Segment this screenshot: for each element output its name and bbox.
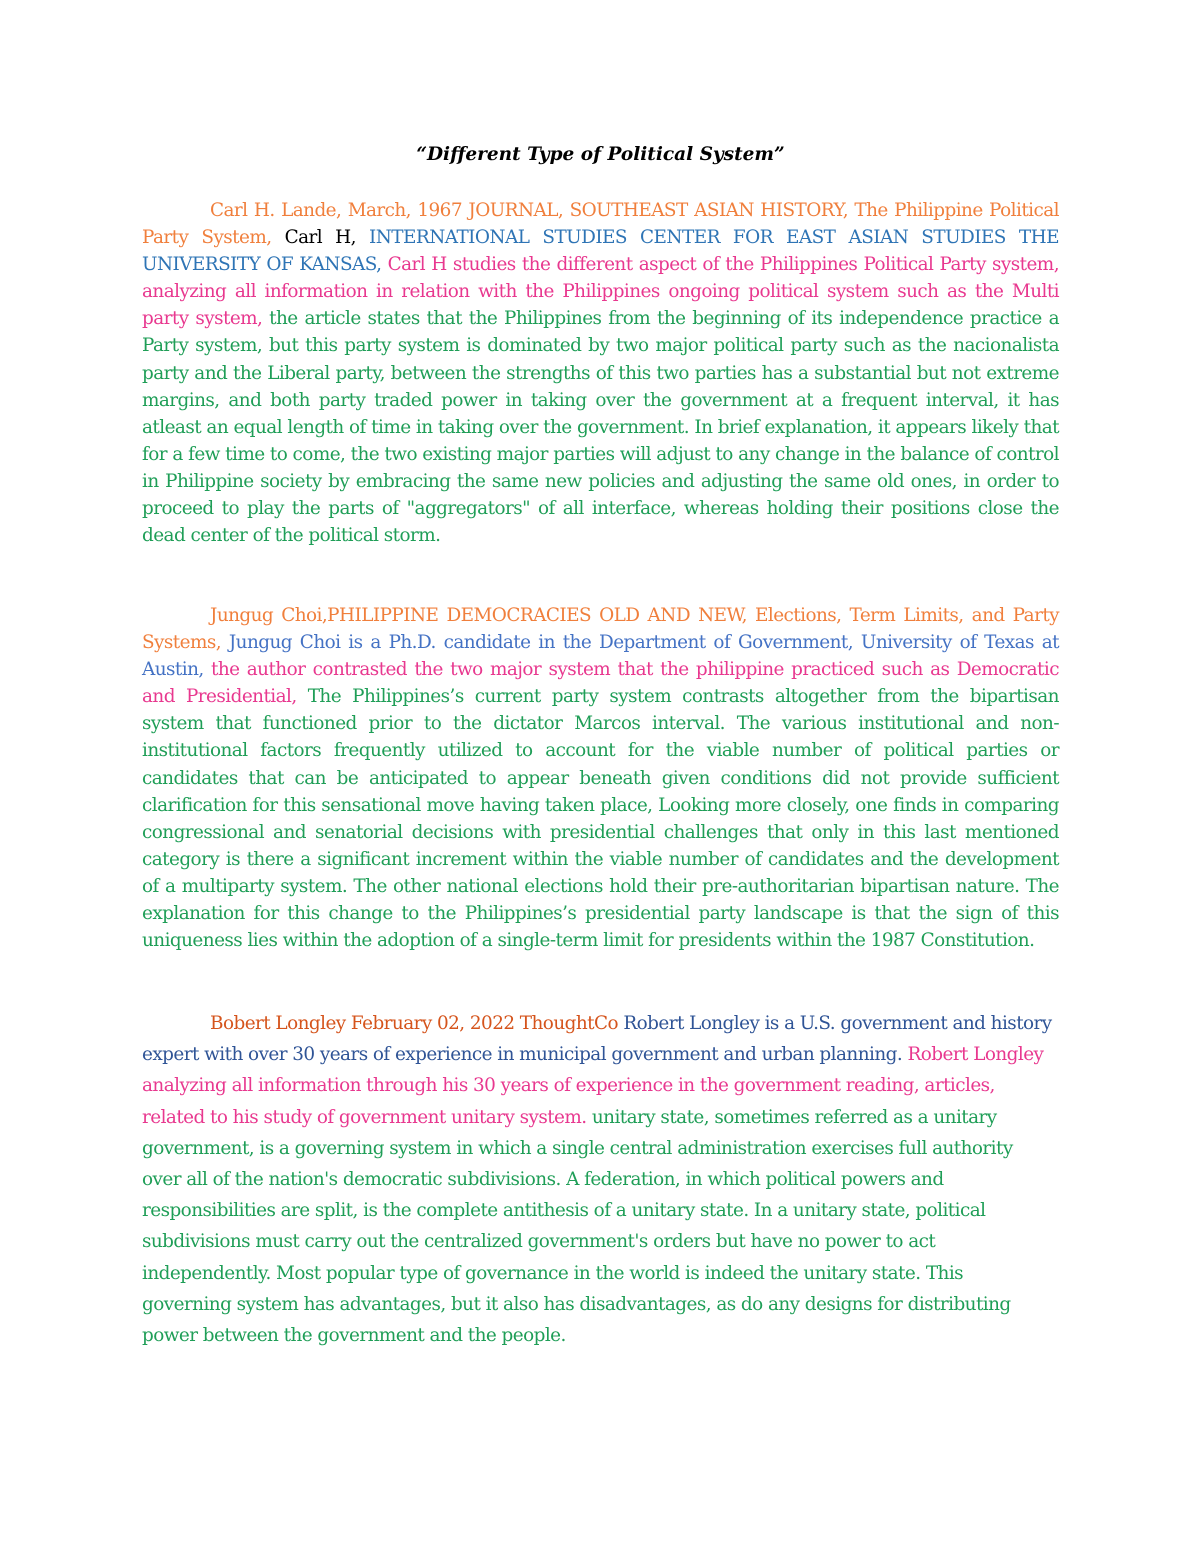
citation-source: Bobert Longley February 02, 2022 ThoughtCo (210, 1013, 624, 1034)
paragraph-longley (142, 1008, 1054, 1351)
author-affiliation: INTERNATIONAL STUDIES CENTER FOR EAST ASIAN STUDIES THE UNIVERSITY OF KANSAS, (142, 227, 1059, 276)
page-title: “Different Type of Political System” (416, 144, 785, 165)
document-page (142, 0, 1059, 1553)
article-summary: The Philippines’s current party system contrasts altogether from the bipartisan system that functioned prior to the dictator Marcos interval. The various institutional and non-institutional factors frequently utilized to account for the viable number of political parties or candidates that can be anticipated to appear beneath given conditions did not provide sufficient clarification for this sensational move having taken place, Looking more closely, one finds in comparing congressional and senatorial decisions with presidential challenges that only in this last mentioned category is there a significant increment within the viable number of candidates and the development of a multiparty system. The other national elections hold their pre-authoritarian bipartisan nature. The explanation for this change to the Philippines’s presidential party landscape is that the sign of this uniqueness lies within the adoption of a single-term limit for presidents within the 1987 Constitution. (142, 686, 1059, 952)
article-summary: unitary state, sometimes referred as a unitary government, is a governing system in which a single central administration exercises full authority over all of the nation's democratic subdivisions. A federation, in which political powers and responsibilities are split, is the complete antithesis of a unitary state. In a unitary state, political subdivisions must carry out the centralized government's orders but have no power to act independently. Most popular type of governance in the world is indeed the unitary state. This governing system has advantages, but it also has disadvantages, as do any designs for distributing power between the government and the people. (142, 1106, 1013, 1347)
author-name: Carl H, (284, 227, 370, 249)
author-method: the author contrasted the two major system that the philippine practiced such as Democratic and Presidential, (142, 659, 1059, 708)
article-summary: the article states that the Philippines from the beginning of its independence practice a Party system, but this party system is dominated by two major political party such as the nacionalista party and the Liberal party, between the strengths of this two parties has a substantial but not extreme margins, and both party traded power in taking over the government at a frequent interval, it has atleast an equal length of time in taking over the government. In brief explanation, it appears likely that for a few time to come, the two existing major parties will adjust to any change in the balance of control in Philippine society by embracing the same new policies and adjusting the same old ones, in order to proceed to play the parts of "aggregators" of all interface, whereas holding their positions close the dead center of the political storm. (142, 308, 1059, 547)
author-method: Robert Longley analyzing all information through his 30 years of experience in the government reading, articles, related to his study of government unitary system. (142, 1044, 1044, 1128)
paragraph-choi (142, 602, 1059, 954)
citation-source: Carl H. Lande, March, 1967 JOURNAL, SOUTHEAST ASIAN HISTORY, The Philippine Political Party System, (142, 200, 1059, 249)
author-affiliation: Robert Longley is a U.S. government and history expert with over 30 years of experience in municipal government and urban planning. (142, 1013, 1052, 1066)
citation-source: Jungug Choi,PHILIPPINE DEMOCRACIES OLD AND NEW, Elections, Term Limits, and Party Systems, (142, 605, 1059, 654)
author-affiliation: Jungug Choi is a Ph.D. candidate in the Department of Government, University of Texas at Austin, (142, 632, 1059, 681)
author-method: Carl H studies the different aspect of the Philippines Political Party system, analyzing all information in relation with the Philippines ongoing political system such as the Multi party system, (142, 254, 1059, 330)
paragraph-lande (142, 197, 1059, 549)
